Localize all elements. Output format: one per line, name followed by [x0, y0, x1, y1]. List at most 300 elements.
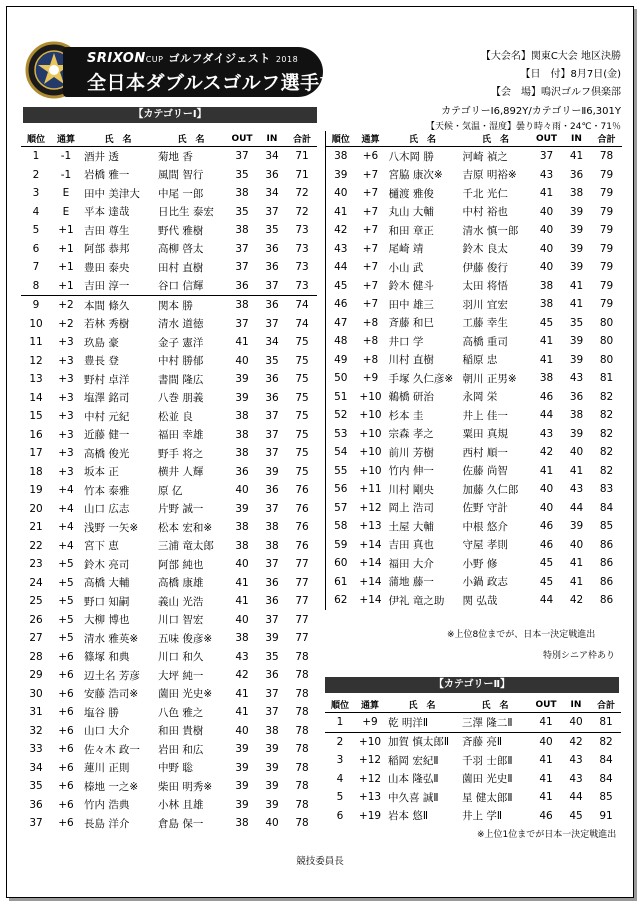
out-cell: 41: [531, 713, 561, 733]
table-row: [326, 425, 622, 444]
player2-cell: 井上 佳一: [462, 409, 508, 422]
par-cell: +14: [359, 557, 382, 570]
col-in: IN: [257, 131, 287, 147]
rank-cell: 52: [326, 406, 356, 425]
in-cell: 41: [569, 557, 584, 570]
player1-cell: 乾 明洋Ⅱ: [385, 713, 459, 733]
title-banner: [63, 47, 340, 97]
out-cell: 37: [235, 150, 249, 163]
out-cell: 40: [235, 484, 249, 497]
table-row: [21, 444, 317, 463]
out-cell: 40: [235, 558, 249, 571]
table-row: [21, 537, 317, 556]
par-cell: +2: [58, 299, 74, 312]
col-name1: 氏 名: [81, 131, 155, 147]
out-cell: 41: [539, 335, 554, 348]
out-cell: 41: [539, 187, 554, 200]
info-date: 【日 付】8月7日(金): [520, 69, 621, 80]
col-name1: 氏 名: [386, 131, 460, 147]
par-cell: +12: [358, 772, 382, 785]
player2-cell: 千北 光仁: [462, 187, 508, 200]
player2-cell: 柴田 明秀※: [158, 780, 213, 793]
total-cell: 75: [295, 428, 309, 441]
par-cell: +14: [359, 575, 382, 588]
category1-senior-note: 特別シニア枠あり: [543, 651, 616, 661]
info-weather: 【天候・気温・湿度】曇り時々雨・24℃・71％: [425, 122, 621, 132]
player1-cell: 丸山 大輔: [388, 206, 434, 219]
in-cell: 44: [569, 501, 584, 514]
par-cell: +1: [58, 242, 74, 255]
in-cell: 43: [569, 372, 584, 385]
in-cell: 36: [265, 261, 279, 274]
par-cell: +4: [58, 521, 74, 534]
table-row: [21, 315, 317, 334]
out-cell: 46: [539, 390, 554, 403]
in-cell: 41: [569, 279, 584, 292]
par-cell: +7: [362, 187, 379, 200]
table-row: [21, 184, 317, 203]
total-cell: 75: [295, 336, 309, 349]
player1-cell: 吉田 尊生: [84, 224, 130, 237]
player2-cell: 井上 学Ⅱ: [462, 810, 503, 823]
out-cell: 46: [539, 538, 554, 551]
col-rank: 順位: [326, 131, 356, 147]
player2-cell: 風間 智行: [158, 169, 204, 182]
player1-cell: 鈴木 健斗: [388, 280, 434, 293]
player1-cell: 中村 元紀: [84, 410, 130, 423]
out-cell: 37: [235, 242, 249, 255]
rank-cell: 35: [29, 780, 43, 793]
header-row: [325, 697, 621, 713]
total-cell: 74: [295, 317, 309, 330]
total-cell: 80: [599, 335, 614, 348]
table-row: [21, 352, 317, 371]
par-cell: +6: [58, 817, 74, 830]
table-row: [21, 277, 317, 296]
in-cell: 36: [265, 299, 279, 312]
out-cell: 40: [539, 483, 554, 496]
in-cell: 39: [569, 242, 584, 255]
out-cell: 35: [235, 205, 249, 218]
col-name2: 氏 名: [460, 131, 532, 147]
player2-cell: 中根 悠介: [462, 520, 508, 533]
out-cell: 45: [539, 575, 554, 588]
par-cell: +6: [362, 150, 379, 163]
total-cell: 75: [295, 373, 309, 386]
out-cell: 38: [539, 279, 554, 292]
total-cell: 85: [599, 520, 614, 533]
table-row: [21, 481, 317, 500]
brand-suffix: CUP: [145, 55, 164, 64]
col-name1: 氏 名: [385, 697, 459, 713]
total-cell: 78: [295, 761, 309, 774]
par-cell: +10: [359, 446, 382, 459]
player2-cell: 八巻 朋義: [158, 392, 204, 405]
col-total: 合計: [591, 697, 621, 713]
player1-cell: 田中 美津大: [84, 187, 140, 200]
rank-cell: 16: [29, 428, 43, 441]
player2-cell: 河崎 禎之: [462, 150, 508, 163]
in-cell: 34: [265, 187, 279, 200]
player1-cell: 八木岡 勝: [388, 150, 434, 163]
in-cell: 37: [265, 317, 279, 330]
table-row: [326, 351, 622, 370]
out-cell: 44: [539, 409, 554, 422]
player2-cell: 高柳 啓太: [158, 243, 204, 256]
table-row: [325, 713, 621, 733]
player2-cell: 岩田 和広: [158, 743, 204, 756]
table-row: [21, 426, 317, 445]
in-cell: 35: [569, 316, 584, 329]
rank-cell: 24: [29, 576, 43, 589]
out-cell: 39: [235, 373, 249, 386]
total-cell: 79: [599, 261, 614, 274]
player2-cell: 伊藤 俊行: [462, 261, 508, 274]
par-cell: -1: [60, 150, 72, 163]
total-cell: 81: [591, 713, 621, 733]
out-cell: 38: [235, 632, 249, 645]
player1-cell: 鈴木 亮司: [84, 558, 130, 571]
out-cell: 40: [539, 205, 554, 218]
total-cell: 78: [295, 650, 309, 663]
in-cell: 34: [265, 336, 279, 349]
in-cell: 37: [265, 613, 279, 626]
rank-cell: 1: [325, 713, 355, 733]
rank-cell: 9: [32, 299, 40, 312]
category2-title: 【カテゴリーⅡ】: [325, 677, 619, 693]
player1-cell: 浅野 一矢※: [84, 521, 139, 534]
total-cell: 84: [599, 754, 613, 767]
category2-note: ※上位1位までが日本一決定戦進出: [477, 830, 617, 840]
category1-table-right: [325, 131, 622, 610]
rank-cell: 6: [32, 242, 40, 255]
par-cell: +6: [58, 669, 74, 682]
rank-cell: 22: [29, 539, 43, 552]
player1-cell: 岡上 浩司: [388, 502, 434, 515]
player2-cell: 野手 将之: [158, 447, 204, 460]
in-cell: 39: [569, 353, 584, 366]
total-cell: 78: [295, 743, 309, 756]
in-cell: 35: [265, 224, 279, 237]
player1-cell: 竹内 伸一: [388, 465, 434, 478]
player2-cell: 倉島 保一: [158, 817, 204, 830]
player2-cell: 松本 宏和※: [158, 521, 213, 534]
in-cell: 35: [265, 650, 279, 663]
total-cell: 86: [599, 557, 614, 570]
table-row: [21, 796, 317, 815]
par-cell: +3: [58, 373, 74, 386]
out-cell: 38: [235, 447, 249, 460]
player2-cell: 関 弘哉: [462, 594, 498, 607]
par-cell: +10: [359, 409, 382, 422]
rank-cell: 28: [29, 650, 43, 663]
player1-cell: 清水 雅英※: [84, 632, 139, 645]
rank-cell: 36: [29, 798, 43, 811]
table-row: [326, 406, 622, 425]
table-row: [325, 732, 621, 751]
rank-cell: 23: [29, 558, 43, 571]
total-cell: 73: [295, 224, 309, 237]
rank-cell: 48: [326, 332, 356, 351]
table-row: [21, 666, 317, 685]
par-cell: +2: [58, 317, 74, 330]
player2-cell: 川口 和久: [158, 651, 204, 664]
total-cell: 86: [599, 538, 614, 551]
player1-cell: 大柳 博也: [84, 614, 130, 627]
rank-cell: 44: [326, 258, 356, 277]
footer-signature: 競技委員長: [296, 856, 344, 867]
total-cell: 79: [599, 187, 614, 200]
brand-line: [87, 50, 298, 66]
player1-cell: 岩本 悠Ⅱ: [388, 810, 429, 823]
rank-cell: 51: [326, 388, 356, 407]
table-row: [21, 333, 317, 352]
par-cell: +7: [362, 224, 379, 237]
table-row: [21, 611, 317, 630]
player1-cell: 川村 直樹: [388, 354, 434, 367]
par-cell: -1: [60, 168, 72, 181]
out-cell: 35: [235, 168, 249, 181]
table-row: [326, 369, 622, 388]
in-cell: 39: [569, 224, 584, 237]
player1-cell: 伊礼 竜之助: [388, 594, 445, 607]
player1-cell: 吉田 真也: [388, 539, 434, 552]
table-row: [325, 770, 621, 789]
table-row: [21, 592, 317, 611]
category1-table-left: [21, 131, 317, 833]
par-cell: +7: [362, 279, 379, 292]
player1-cell: 野口 知嗣: [84, 595, 130, 608]
player1-cell: 塩谷 勝: [84, 706, 119, 719]
par-cell: +10: [359, 427, 382, 440]
in-cell: 40: [265, 817, 279, 830]
rank-cell: 45: [326, 277, 356, 296]
table-row: [21, 221, 317, 240]
rank-cell: 47: [326, 314, 356, 333]
player2-cell: 三澤 隆二Ⅱ: [459, 713, 531, 733]
total-cell: 77: [295, 558, 309, 571]
total-cell: 81: [599, 372, 614, 385]
in-cell: 41: [569, 298, 584, 311]
in-cell: 45: [569, 809, 583, 822]
par-cell: +7: [362, 298, 379, 311]
col-name2: 氏 名: [459, 697, 531, 713]
player2-cell: 小野 修: [462, 557, 498, 570]
out-cell: 41: [235, 687, 249, 700]
total-cell: 76: [295, 484, 309, 497]
player2-cell: 小鍋 政志: [462, 576, 508, 589]
table-row: [326, 462, 622, 481]
col-out: OUT: [531, 697, 561, 713]
total-cell: 76: [295, 539, 309, 552]
out-cell: 42: [235, 669, 249, 682]
rank-cell: 10: [29, 317, 43, 330]
total-cell: 78: [295, 780, 309, 793]
table-row: [21, 814, 317, 833]
in-cell: 36: [265, 391, 279, 404]
player2-cell: 金子 憲洋: [158, 336, 204, 349]
table-row: [21, 407, 317, 426]
total-cell: 73: [287, 277, 317, 296]
total-cell: 80: [599, 316, 614, 329]
par-cell: +6: [58, 650, 74, 663]
player1-cell: 鵜橋 研治: [388, 391, 434, 404]
par-cell: +9: [362, 372, 379, 385]
rank-cell: 5: [32, 224, 40, 237]
rank-cell: 54: [326, 443, 356, 462]
in-cell: 36: [265, 242, 279, 255]
header-row: [21, 131, 317, 147]
player1-cell: 和田 章正: [388, 224, 434, 237]
table-row: [326, 536, 622, 555]
out-cell: 40: [539, 261, 554, 274]
in-cell: 41: [569, 150, 584, 163]
par-cell: +13: [358, 791, 382, 804]
table-row: [326, 221, 622, 240]
player1-cell: 山本 隆弘Ⅱ: [388, 773, 439, 786]
table-row: [21, 629, 317, 648]
rank-cell: 3: [32, 187, 40, 200]
col-par: 通算: [51, 131, 81, 147]
par-cell: +10: [358, 735, 382, 748]
in-cell: 39: [569, 205, 584, 218]
in-cell: 38: [569, 409, 584, 422]
total-cell: 78: [295, 669, 309, 682]
out-cell: 39: [235, 502, 249, 515]
player2-cell: 高橋 康雄: [158, 577, 204, 590]
par-cell: +5: [58, 613, 74, 626]
total-cell: 79: [599, 298, 614, 311]
col-in: IN: [561, 697, 591, 713]
in-cell: 35: [265, 354, 279, 367]
total-cell: 78: [295, 706, 309, 719]
total-cell: 79: [599, 224, 614, 237]
in-cell: 39: [569, 520, 584, 533]
player1-cell: 斉藤 和巳: [388, 317, 434, 330]
in-cell: 39: [265, 632, 279, 645]
rank-cell: 21: [29, 521, 43, 534]
par-cell: +7: [362, 205, 379, 218]
rank-cell: 57: [326, 499, 356, 518]
player2-cell: 谷口 信輝: [155, 277, 227, 296]
rank-cell: 18: [29, 465, 43, 478]
out-cell: 38: [235, 521, 249, 534]
player2-cell: 中尾 一郎: [158, 187, 204, 200]
rank-cell: 4: [336, 772, 344, 785]
player1-cell: 田中 雄三: [388, 298, 434, 311]
player2-cell: 吉原 明裕※: [462, 169, 517, 182]
total-cell: 77: [295, 632, 309, 645]
out-cell: 38: [235, 428, 249, 441]
player1-cell: 蒲地 藤一: [388, 576, 434, 589]
rank-cell: 34: [29, 761, 43, 774]
table-row: [21, 759, 317, 778]
rank-cell: 3: [336, 754, 344, 767]
total-cell: 82: [599, 390, 614, 403]
table-row: [21, 722, 317, 741]
rank-cell: 1: [32, 150, 40, 163]
rank-cell: 2: [336, 735, 344, 748]
rank-cell: 11: [29, 336, 43, 349]
player2-cell: 工藤 幸生: [462, 317, 508, 330]
in-cell: 44: [569, 791, 583, 804]
total-cell: 78: [599, 150, 614, 163]
par-cell: E: [62, 187, 70, 200]
player1-cell: 近藤 健一: [84, 429, 130, 442]
table-row: [326, 147, 622, 166]
tournament-logo: [25, 37, 340, 109]
player2-cell: 斉藤 亮Ⅱ: [462, 736, 503, 749]
total-cell: 85: [599, 791, 613, 804]
header-row: [326, 131, 622, 147]
in-cell: 40: [569, 446, 584, 459]
rank-cell: 41: [326, 203, 356, 222]
player2-cell: 片野 誠一: [158, 503, 204, 516]
in-cell: 37: [257, 277, 287, 296]
table-row: [326, 277, 622, 296]
player1-cell: 佐々木 政一: [84, 743, 140, 756]
player2-cell: 中野 聡: [158, 762, 193, 775]
subtitle: ゴルフダイジェスト: [168, 52, 271, 65]
in-cell: 37: [265, 447, 279, 460]
player2-cell: 星 健太郎Ⅱ: [462, 791, 513, 804]
total-cell: 76: [295, 521, 309, 534]
rank-cell: 37: [29, 817, 43, 830]
player1-cell: 竹内 浩典: [84, 799, 130, 812]
brand-name: SRIXON: [87, 51, 146, 66]
par-cell: +9: [355, 713, 385, 733]
par-cell: +12: [359, 501, 382, 514]
out-cell: 40: [235, 354, 249, 367]
rank-cell: 27: [29, 632, 43, 645]
in-cell: 40: [569, 538, 584, 551]
out-cell: 45: [539, 316, 554, 329]
in-cell: 43: [569, 483, 584, 496]
par-cell: +3: [58, 336, 74, 349]
rank-cell: 4: [32, 205, 40, 218]
table-row: [21, 648, 317, 667]
col-name2: 氏 名: [155, 131, 227, 147]
table-row: [21, 703, 317, 722]
player1-cell: 宮下 恵: [84, 540, 119, 553]
out-cell: 41: [235, 706, 249, 719]
total-cell: 82: [599, 427, 614, 440]
total-cell: 83: [599, 483, 614, 496]
out-cell: 41: [235, 595, 249, 608]
par-cell: +5: [58, 558, 74, 571]
player1-cell: 加賀 慎太郎Ⅱ: [388, 736, 450, 749]
player2-cell: 守屋 孝則: [462, 539, 508, 552]
in-cell: 39: [265, 761, 279, 774]
total-cell: 86: [599, 575, 614, 588]
in-cell: 42: [569, 735, 583, 748]
player1-cell: 杉本 圭: [388, 409, 424, 422]
table-row: [325, 751, 621, 770]
total-cell: 75: [295, 465, 309, 478]
player1-cell: 宗森 孝之: [388, 428, 434, 441]
in-cell: 36: [265, 373, 279, 386]
player1-cell: 安藤 浩司※: [84, 688, 139, 701]
col-rank: 順位: [21, 131, 51, 147]
player2-cell: 川口 智宏: [158, 614, 204, 627]
total-cell: 79: [599, 168, 614, 181]
par-cell: +12: [358, 754, 382, 767]
category1-title: 【カテゴリーⅠ】: [23, 107, 317, 123]
table-row: [21, 370, 317, 389]
total-cell: 78: [295, 817, 309, 830]
par-cell: +1: [58, 261, 74, 274]
out-cell: 38: [235, 187, 249, 200]
